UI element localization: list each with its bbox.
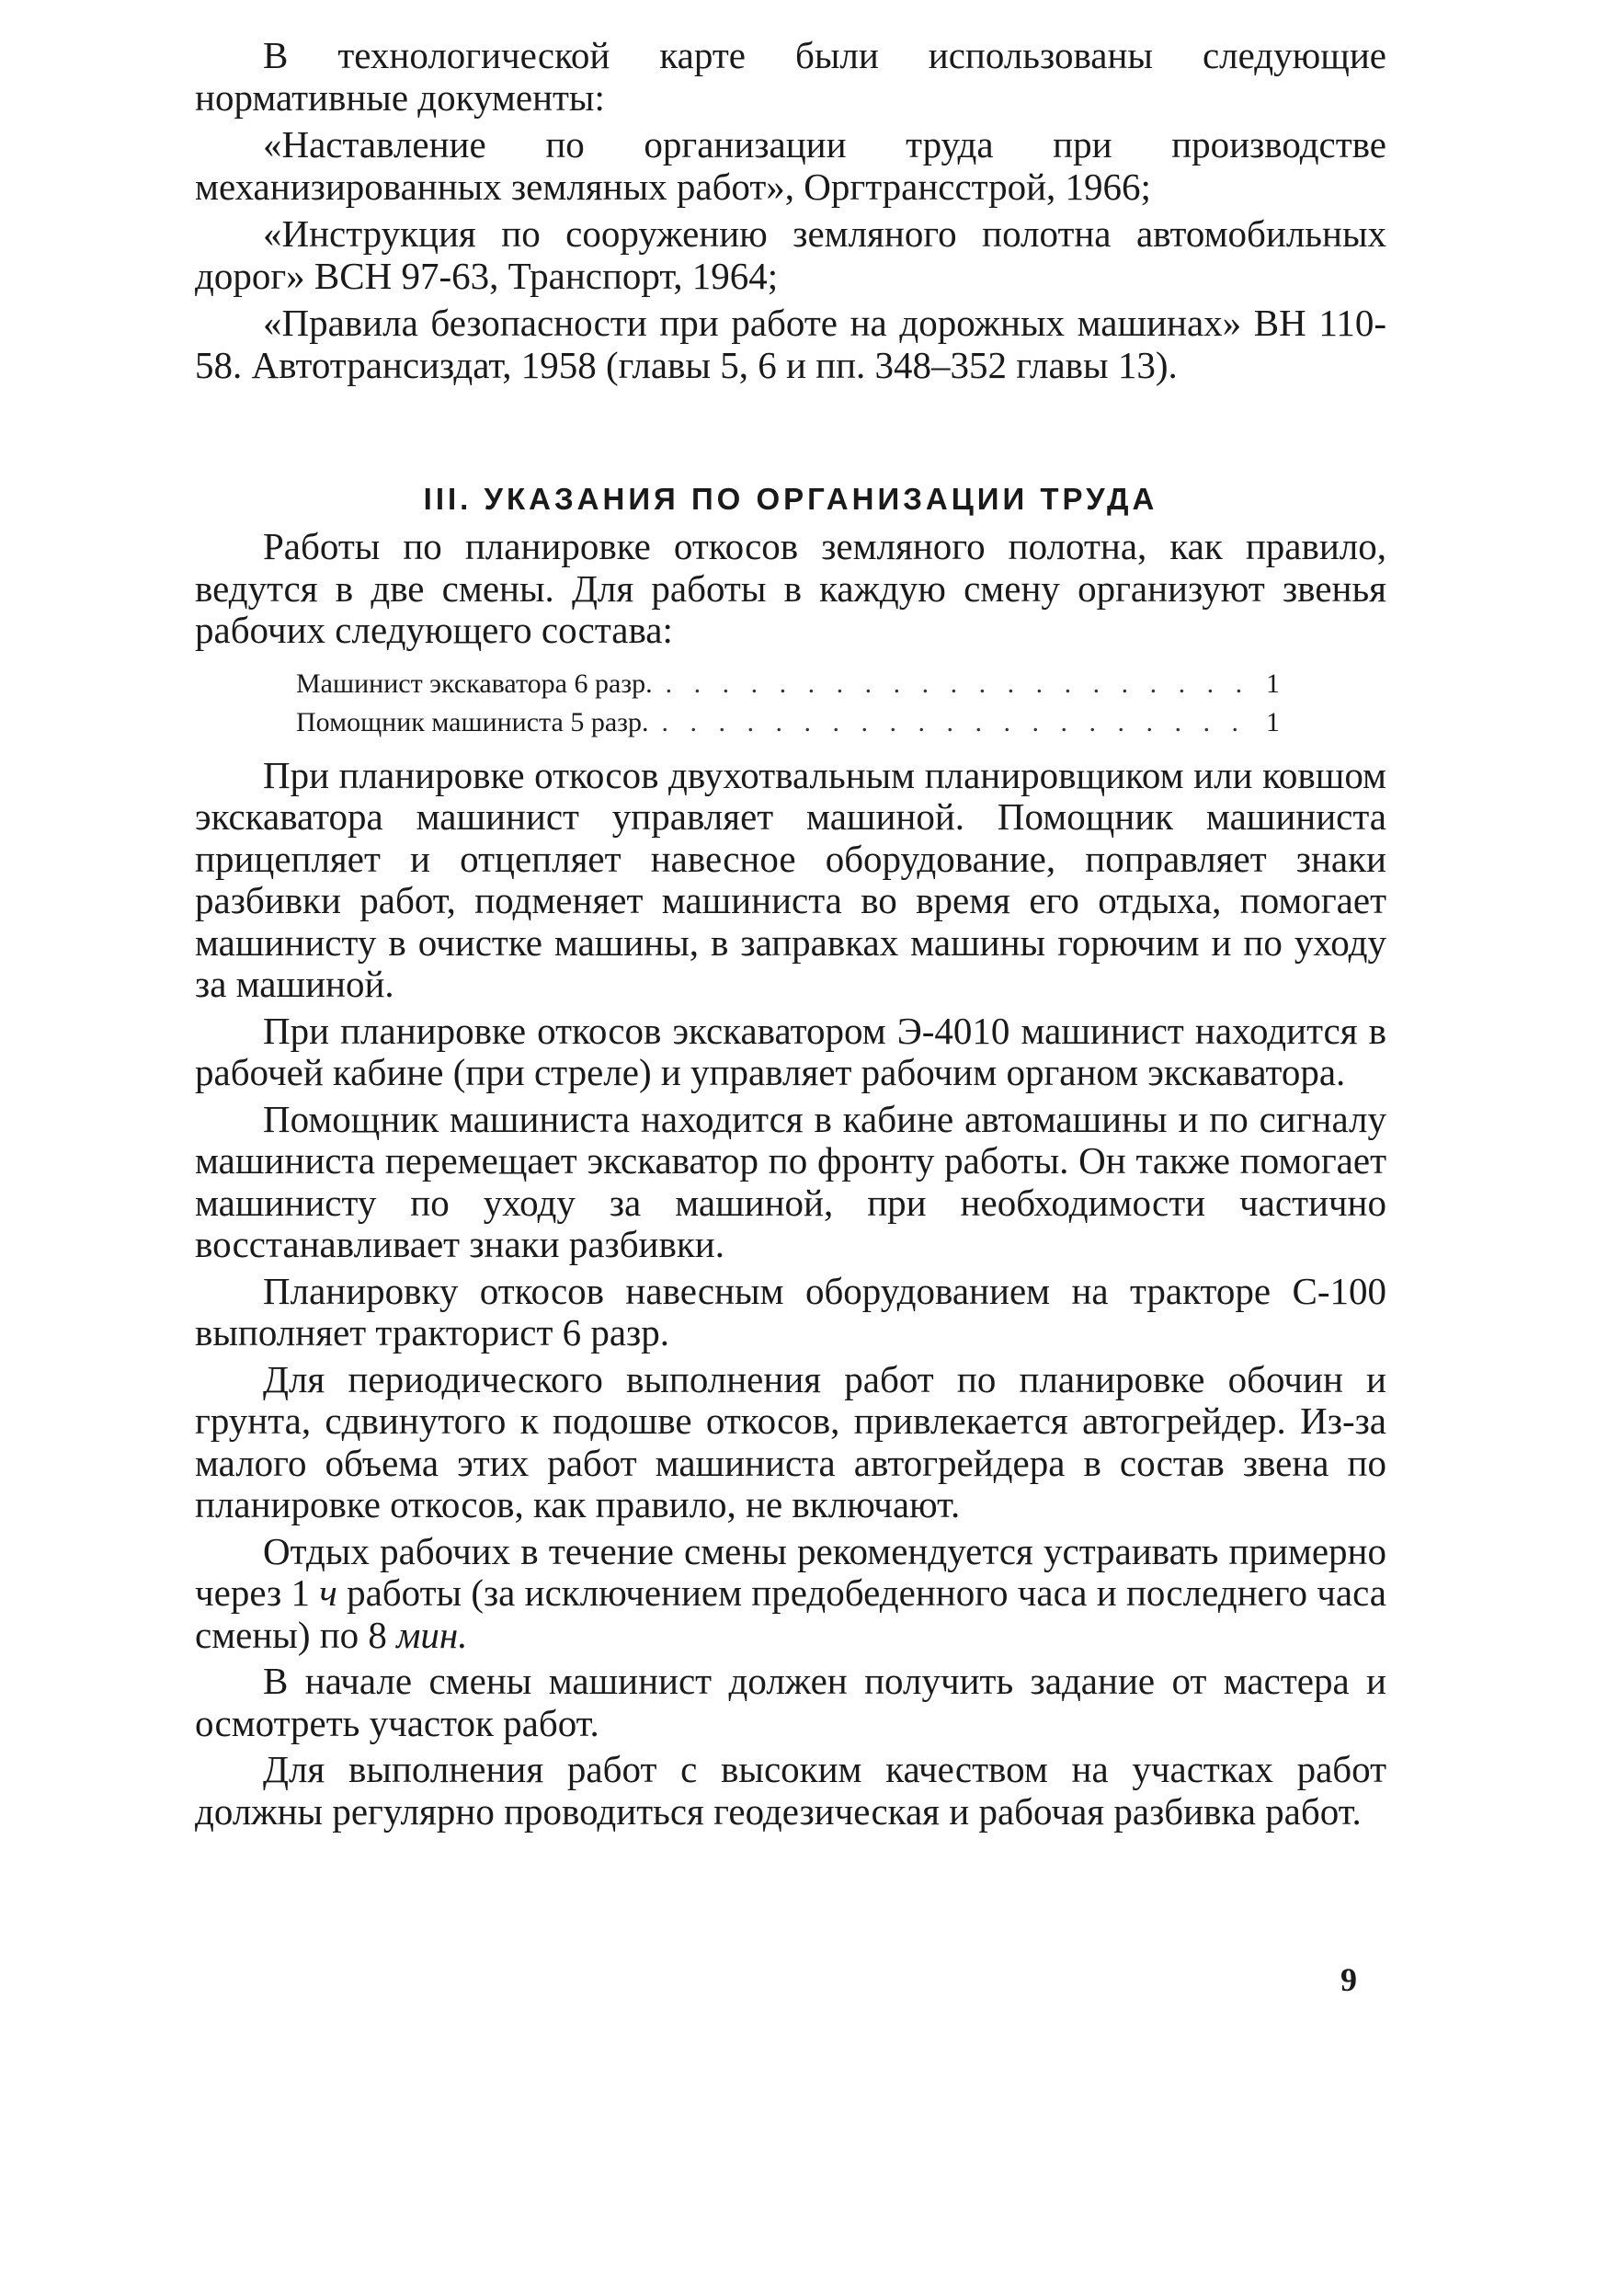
document-reference: «Инструкция по сооружению земляного полотна автомобильных дорог» ВСН 97-63, Транспорт, 1964; bbox=[195, 212, 1386, 297]
leader-dots bbox=[662, 703, 1254, 742]
crew-count: 1 bbox=[1266, 706, 1280, 737]
section-body bbox=[195, 526, 1386, 1833]
intro-paragraph: В технологической карте были использованы следующие нормативные документы: bbox=[195, 34, 1386, 119]
section-lead-paragraph: Работы по планировке откосов земляного полотна, как правило, ведутся в две смены. Для работы в каждую смену организуют звенья рабочих следующего состава: bbox=[195, 525, 1386, 651]
body-paragraph: Планировку откосов навесным оборудованием на тракторе С-100 выполняет тракторист 6 разр. bbox=[195, 1269, 1386, 1354]
rest-schedule-paragraph bbox=[195, 1531, 1386, 1657]
crew-row bbox=[296, 665, 1280, 703]
rest-text-start: Отдых рабочих в течение смены рекомендуется устраивать примерно через 1 bbox=[195, 1529, 1386, 1614]
normative-documents-block bbox=[195, 35, 1386, 386]
body-paragraph: Для выполнения работ с высоким качеством на участках работ должны регулярно проводиться геодезическая и рабочая разбивка работ. bbox=[195, 1748, 1386, 1833]
rest-text-middle: работы (за исключением предобеденного часа и последнего часа смены) по 8 bbox=[195, 1571, 1386, 1656]
body-paragraph: В начале смены машинист должен получить задание от мастера и осмотреть участок работ. bbox=[195, 1660, 1386, 1744]
document-reference: «Правила безопасности при работе на дорожных машинах» ВН 110-58. Автотрансиздат, 1958 (главы 5, 6 и пп. 348–352 главы 13). bbox=[195, 302, 1386, 386]
leader-dots bbox=[666, 665, 1253, 703]
body-paragraph: Помощник машиниста находится в кабине автомашины и по сигналу машиниста перемещает экскаватор по фронту работы. Он также помогает машинисту по уходу за машиной, при необходимости частично восстанавливает знаки разбивки. bbox=[195, 1097, 1386, 1265]
body-paragraph: Для периодического выполнения работ по планировке обочин и грунта, сдвинутого к подошве откосов, привлекается автогрейдер. Из-за малого объема этих работ машиниста автогрейдера в состав звена по планировке откосов, как правило, не включают. bbox=[195, 1357, 1386, 1525]
crew-role: Помощник машиниста 5 разр. bbox=[296, 706, 649, 737]
unit-minutes: мин. bbox=[396, 1613, 468, 1656]
body-paragraph: При планировке откосов экскаватором Э-4010 машинист находится в рабочей кабине (при стреле) и управляет рабочим органом экскаватора. bbox=[195, 1009, 1386, 1093]
unit-hours: ч bbox=[319, 1571, 337, 1614]
section-heading: III. УКАЗАНИЯ ПО ОРГАНИЗАЦИИ ТРУДА bbox=[423, 482, 1158, 516]
document-reference: «Наставление по организации труда при производстве механизированных земляных работ», Оргтрансстрой, 1966; bbox=[195, 123, 1386, 208]
crew-composition-list bbox=[296, 665, 1280, 742]
text-column bbox=[195, 35, 1386, 1837]
body-paragraph: При планировке откосов двухотвальным планировщиком или ковшом экскаватора машинист управляет машиной. Помощник машиниста прицепляет и отцепляет навесное оборудование, поправляет знаки разбивки работ, подменяет машиниста во время его отдыха, помогает машинисту в очистке машины, в заправках машины горючим и по уходу за машиной. bbox=[195, 753, 1386, 1005]
page-number: 9 bbox=[1340, 1961, 1357, 1998]
crew-role: Машинист экскаватора 6 разр. bbox=[296, 668, 653, 699]
crew-row bbox=[296, 703, 1280, 742]
crew-count: 1 bbox=[1266, 668, 1280, 699]
